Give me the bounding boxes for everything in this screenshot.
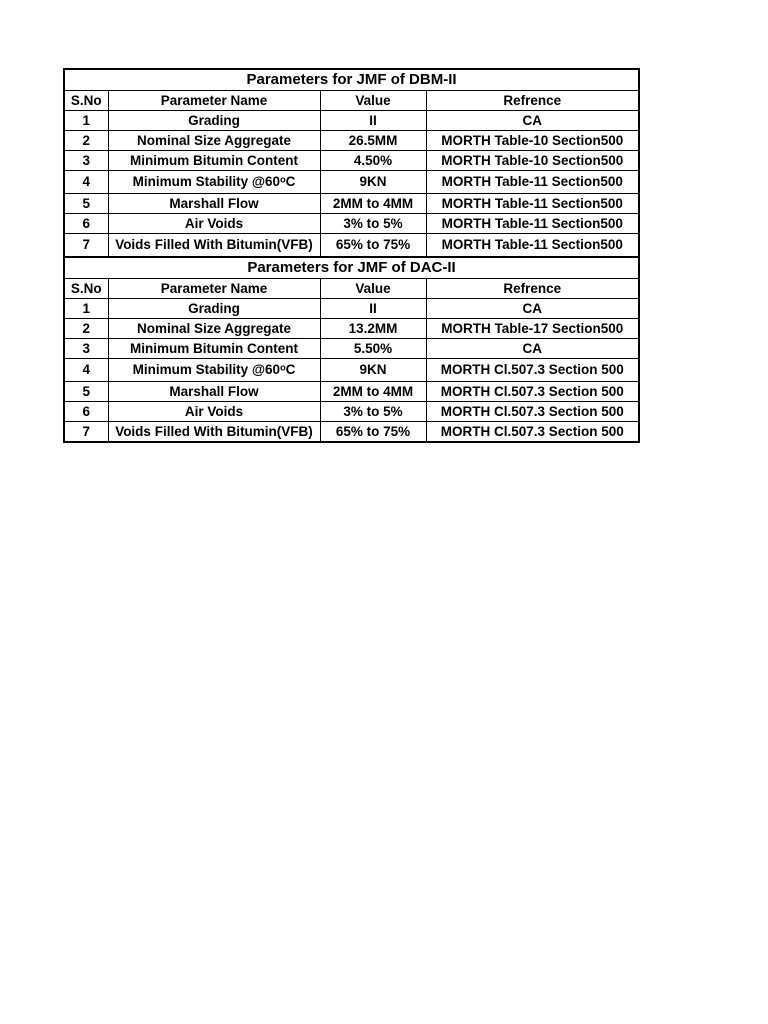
- cell-parameter-name: Nominal Size Aggregate: [108, 319, 320, 339]
- cell-value: II: [320, 299, 426, 319]
- table-row: [64, 111, 639, 131]
- cell-value: 65% to 75%: [320, 422, 426, 443]
- header-sno: S.No: [64, 91, 108, 111]
- header-row: [64, 279, 639, 299]
- header-reference: Refrence: [426, 279, 639, 299]
- cell-value: 3% to 5%: [320, 402, 426, 422]
- cell-parameter-name: Minimum Stability @60ᵒC: [108, 171, 320, 194]
- header-reference: Refrence: [426, 91, 639, 111]
- cell-sno: 5: [64, 194, 108, 214]
- table-row: [64, 339, 639, 359]
- table-row: [64, 151, 639, 171]
- cell-sno: 6: [64, 214, 108, 234]
- section-title: Parameters for JMF of DBM-II: [64, 69, 639, 91]
- cell-reference: MORTH Table-17 Section500: [426, 319, 639, 339]
- cell-sno: 3: [64, 151, 108, 171]
- cell-parameter-name: Voids Filled With Bitumin(VFB): [108, 422, 320, 443]
- cell-parameter-name: Air Voids: [108, 214, 320, 234]
- header-row: [64, 91, 639, 111]
- cell-reference: MORTH Table-10 Section500: [426, 131, 639, 151]
- cell-parameter-name: Marshall Flow: [108, 382, 320, 402]
- header-sno: S.No: [64, 279, 108, 299]
- jmf-parameters-sheet: [63, 68, 638, 443]
- cell-value: 9KN: [320, 359, 426, 382]
- cell-parameter-name: Voids Filled With Bitumin(VFB): [108, 234, 320, 258]
- cell-value: 2MM to 4MM: [320, 194, 426, 214]
- header-parameter-name: Parameter Name: [108, 91, 320, 111]
- cell-sno: 3: [64, 339, 108, 359]
- header-value: Value: [320, 91, 426, 111]
- cell-reference: MORTH Table-10 Section500: [426, 151, 639, 171]
- table-row: [64, 194, 639, 214]
- cell-parameter-name: Grading: [108, 111, 320, 131]
- jmf-parameters-table: [63, 68, 640, 443]
- cell-reference: MORTH Table-11 Section500: [426, 214, 639, 234]
- cell-reference: MORTH Table-11 Section500: [426, 234, 639, 258]
- table-row: [64, 131, 639, 151]
- section-title-row: [64, 257, 639, 279]
- cell-reference: MORTH Table-11 Section500: [426, 194, 639, 214]
- cell-reference: CA: [426, 299, 639, 319]
- table-row: [64, 319, 639, 339]
- table-row: [64, 359, 639, 382]
- cell-value: II: [320, 111, 426, 131]
- table-row: [64, 382, 639, 402]
- cell-sno: 2: [64, 131, 108, 151]
- cell-reference: CA: [426, 111, 639, 131]
- cell-parameter-name: Grading: [108, 299, 320, 319]
- section-title-row: [64, 69, 639, 91]
- cell-parameter-name: Minimum Bitumin Content: [108, 339, 320, 359]
- cell-value: 3% to 5%: [320, 214, 426, 234]
- cell-sno: 6: [64, 402, 108, 422]
- table-row: [64, 234, 639, 258]
- header-value: Value: [320, 279, 426, 299]
- table-row: [64, 422, 639, 443]
- cell-reference: MORTH Cl.507.3 Section 500: [426, 359, 639, 382]
- cell-value: 13.2MM: [320, 319, 426, 339]
- header-parameter-name: Parameter Name: [108, 279, 320, 299]
- cell-parameter-name: Minimum Stability @60ᵒC: [108, 359, 320, 382]
- cell-sno: 1: [64, 299, 108, 319]
- table-row: [64, 402, 639, 422]
- section-title: Parameters for JMF of DAC-II: [64, 257, 639, 279]
- table-row: [64, 171, 639, 194]
- cell-reference: MORTH Cl.507.3 Section 500: [426, 402, 639, 422]
- cell-parameter-name: Marshall Flow: [108, 194, 320, 214]
- cell-value: 4.50%: [320, 151, 426, 171]
- cell-parameter-name: Air Voids: [108, 402, 320, 422]
- cell-parameter-name: Nominal Size Aggregate: [108, 131, 320, 151]
- cell-parameter-name: Minimum Bitumin Content: [108, 151, 320, 171]
- cell-reference: MORTH Table-11 Section500: [426, 171, 639, 194]
- cell-value: 26.5MM: [320, 131, 426, 151]
- cell-reference: CA: [426, 339, 639, 359]
- cell-sno: 2: [64, 319, 108, 339]
- cell-sno: 7: [64, 422, 108, 443]
- cell-reference: MORTH Cl.507.3 Section 500: [426, 422, 639, 443]
- cell-sno: 4: [64, 359, 108, 382]
- cell-value: 9KN: [320, 171, 426, 194]
- cell-sno: 7: [64, 234, 108, 258]
- table-row: [64, 214, 639, 234]
- cell-reference: MORTH Cl.507.3 Section 500: [426, 382, 639, 402]
- cell-sno: 1: [64, 111, 108, 131]
- cell-sno: 5: [64, 382, 108, 402]
- table-row: [64, 299, 639, 319]
- cell-sno: 4: [64, 171, 108, 194]
- cell-value: 65% to 75%: [320, 234, 426, 258]
- cell-value: 5.50%: [320, 339, 426, 359]
- cell-value: 2MM to 4MM: [320, 382, 426, 402]
